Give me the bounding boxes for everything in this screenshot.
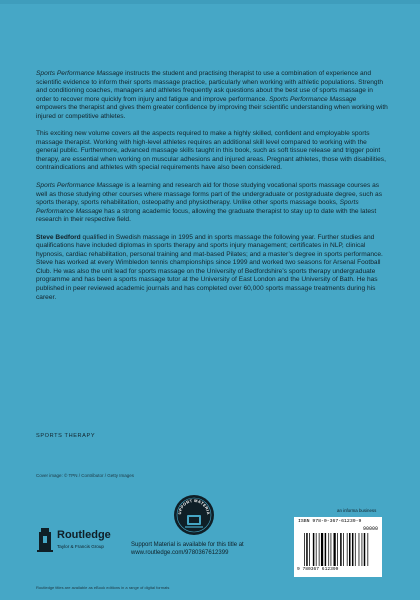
routledge-tower-icon [36, 526, 54, 552]
price-code: 90000 [362, 526, 378, 532]
cover-image-credit: Cover image: © TPN / Contributor / Getty Images [36, 473, 135, 478]
author-name: Steve Bedford [36, 233, 81, 241]
book-title-italic: Sports Performance Massage [269, 95, 357, 103]
blurb-text: empowers the therapist and gives them greater confidence by improving their scientific understanding when working with injured or competitive athletes. [36, 104, 388, 120]
blurb-text: instructs the student and practising therapist to use a combination of experience and scientific evidence to inform their sports massage practice, particularly when working with athletic populations. Strength and conditioning coaches, managers and athletes frequently ask questions about the best use of sports massage in order to recover more quickly from injury and fatigue and improve performance. [36, 70, 384, 103]
author-bio [36, 234, 388, 302]
series-label: SPORTS THERAPY [36, 433, 96, 439]
publisher-subline: Taylor & Francis Group [57, 544, 104, 549]
support-material-badge-icon [173, 494, 215, 536]
blurb-paragraph-2: This exciting new volume covers all the aspects required to make a highly skilled, confident and employable sports massage therapist. Working with high-level athletes requires an additional skill level compared to working with the general public. Furthermore, advanced massage skills taught in this book, such as soft tissue release and trigger point therapy, are essential when working on muscular adhesions and injured areas. Pregnant athletes, those with disabilities, contraindications and athletes with special requirements have also been considered. [36, 130, 386, 172]
ebook-availability-note: Routledge titles are available as eBook editions in a range of digital formats [36, 585, 170, 590]
barcode-bars [304, 533, 372, 566]
blurb-text: is a learning and research aid for those studying vocational sports massage courses as well as those studying other courses where massage forms part of the undergraduate or postgraduate degree, such as sports therapy, sports rehabilitation, osteopathy and physiotherapy. Unlike other sports massage books, [36, 182, 383, 207]
support-url: www.routledge.com/9780367612399 [131, 550, 229, 556]
book-title-italic: Sports Performance Massage [36, 182, 124, 190]
support-line-1: Support Material is available for this title at [131, 542, 244, 548]
barcode-digits: 9 780367 612399 [297, 567, 339, 572]
back-cover-blurb [36, 70, 388, 311]
blurb-text: has a strong academic focus, allowing the graduate therapist to stay up to date with the latest research in their respective field. [36, 207, 377, 224]
isbn-text: ISBN 978-0-367-61239-9 [298, 519, 362, 524]
book-title-italic: Sports Performance Massage [36, 199, 359, 215]
blurb-paragraph-3 [36, 182, 388, 225]
svg-text:SUPPORT MATERIAL: UPPORT MATERIA [176, 497, 212, 516]
informa-business-label: an informa business [337, 508, 377, 513]
blurb-paragraph-1 [36, 70, 388, 121]
top-edge-strip [0, 0, 420, 4]
book-title-italic: Sports Performance Massage [36, 70, 124, 77]
support-material-note [131, 541, 281, 557]
routledge-logo [36, 522, 126, 562]
author-bio-text: qualified in Swedish massage in 1995 and in sports massage the following year. Further studies and qualifications have included diplomas in sports therapy and sports injury management; certificates in NLP, clinical hypnosis, cardiac rehabilitation, personal training and mat-based Pilates; and a master’s degree in sports performance. Steve has worked at every Wimbledon tennis championships since 1999 and worked two seasons for Arsenal Football Club. He was also the unit lead for sports massage on the University of Bedfordshire’s sports therapy undergraduate programme and has been a sports massage tutor at the University of East London and the University of Bath. He has published in peer reviewed academic journals and has completed over 60,000 sports massage treatments during his career. [36, 233, 383, 301]
isbn-barcode [294, 517, 382, 577]
publisher-name: Routledge [57, 529, 111, 541]
